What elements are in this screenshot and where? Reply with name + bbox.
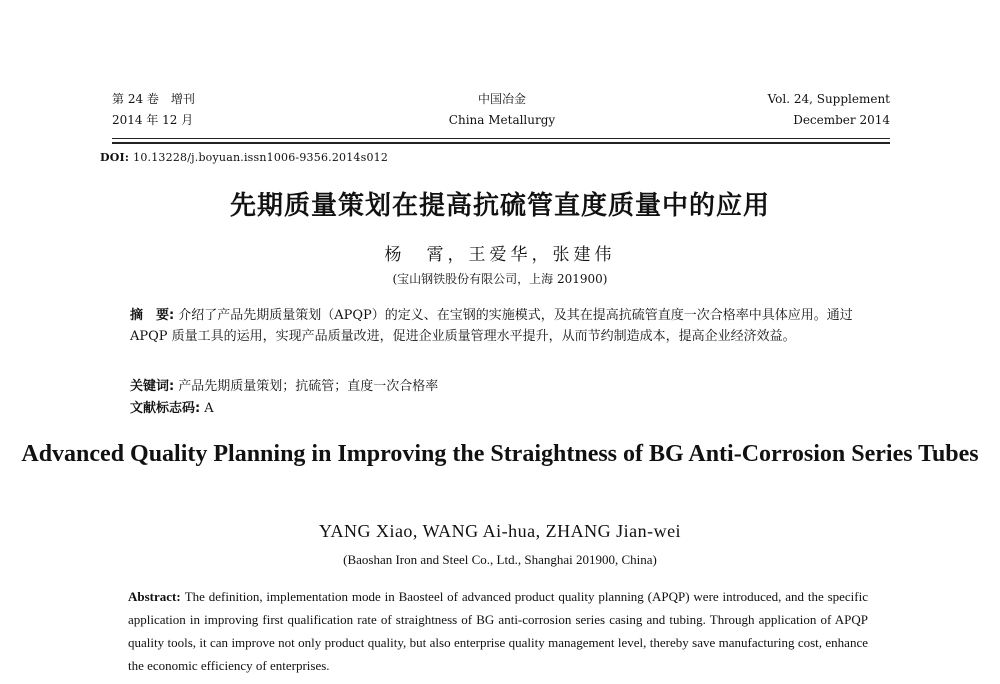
affiliation-cn: (宝山钢铁股份有限公司，上海 201900)	[392, 272, 608, 286]
header-rule-thin	[112, 138, 890, 139]
header-journal-en: China Metallurgy	[448, 113, 556, 127]
title-cn: 先期质量策划在提高抗硫管直度质量中的应用	[229, 191, 770, 221]
header-volume-en: Vol. 24, Supplement	[767, 92, 890, 106]
abstract-en-label: Abstract:	[128, 589, 181, 604]
authors-en: YANG Xiao, WANG Ai-hua, ZHANG Jian-wei	[318, 521, 682, 541]
abstract-en-text: The definition, implementation mode in Baosteel of advanced product quality planning (APQP) were introduced, and the specific application in improving first qualification rate of straightness of BG anti-corrosion series casing and tubing. Through application of APQP quality tools, it can improve not only product quality, but also enterprise quality management level, thereby save manufacturing cost, enhance the economic efficiency of enterprises.	[128, 589, 868, 673]
header-supplement-block	[768, 88, 890, 130]
header-journal-block	[442, 88, 562, 130]
title-en: Advanced Quality Planning in Improving the Straightness of BG Anti-Corrosion Series Tubes	[21, 441, 979, 467]
doi-label: DOI:	[100, 151, 130, 164]
journal-header	[112, 88, 890, 138]
document-code-value: A	[204, 401, 214, 416]
header-date-en: December 2014	[793, 113, 890, 127]
header-volume-block	[112, 88, 195, 130]
affiliation-en: (Baoshan Iron and Steel Co., Ltd., Shanghai 201900, China)	[343, 552, 657, 567]
abstract-cn-label: 摘 要:	[130, 308, 175, 323]
header-date-cn: 2014 年 12 月	[112, 113, 194, 127]
keywords-cn	[130, 375, 438, 394]
doi-line	[100, 151, 388, 164]
keywords-cn-text: 产品先期质量策划；抗硫管；直度一次合格率	[178, 379, 439, 394]
abstract-cn-text: 介绍了产品先期质量策划（APQP）的定义、在宝钢的实施模式，及其在提高抗硫管直度一次合格率中具体应用。通过 APQP 质量工具的运用，实现产品质量改进，促进企业质量管理水平提升，从而节约制造成本，提高企业经济效益。	[130, 308, 853, 344]
header-rule-thick	[112, 142, 890, 144]
header-journal-cn: 中国冶金	[477, 92, 526, 106]
keywords-cn-label: 关键词:	[130, 379, 175, 394]
doi-value: 10.13228/j.boyuan.issn1006-9356.2014s012	[133, 151, 389, 164]
document-code	[130, 397, 214, 416]
abstract-cn	[130, 305, 870, 347]
abstract-en	[128, 585, 868, 677]
document-code-label: 文献标志码:	[130, 401, 201, 416]
authors-cn: 杨 霄，王爱华，张建伟	[384, 245, 616, 265]
header-volume: 第 24 卷 增刊	[112, 92, 195, 106]
